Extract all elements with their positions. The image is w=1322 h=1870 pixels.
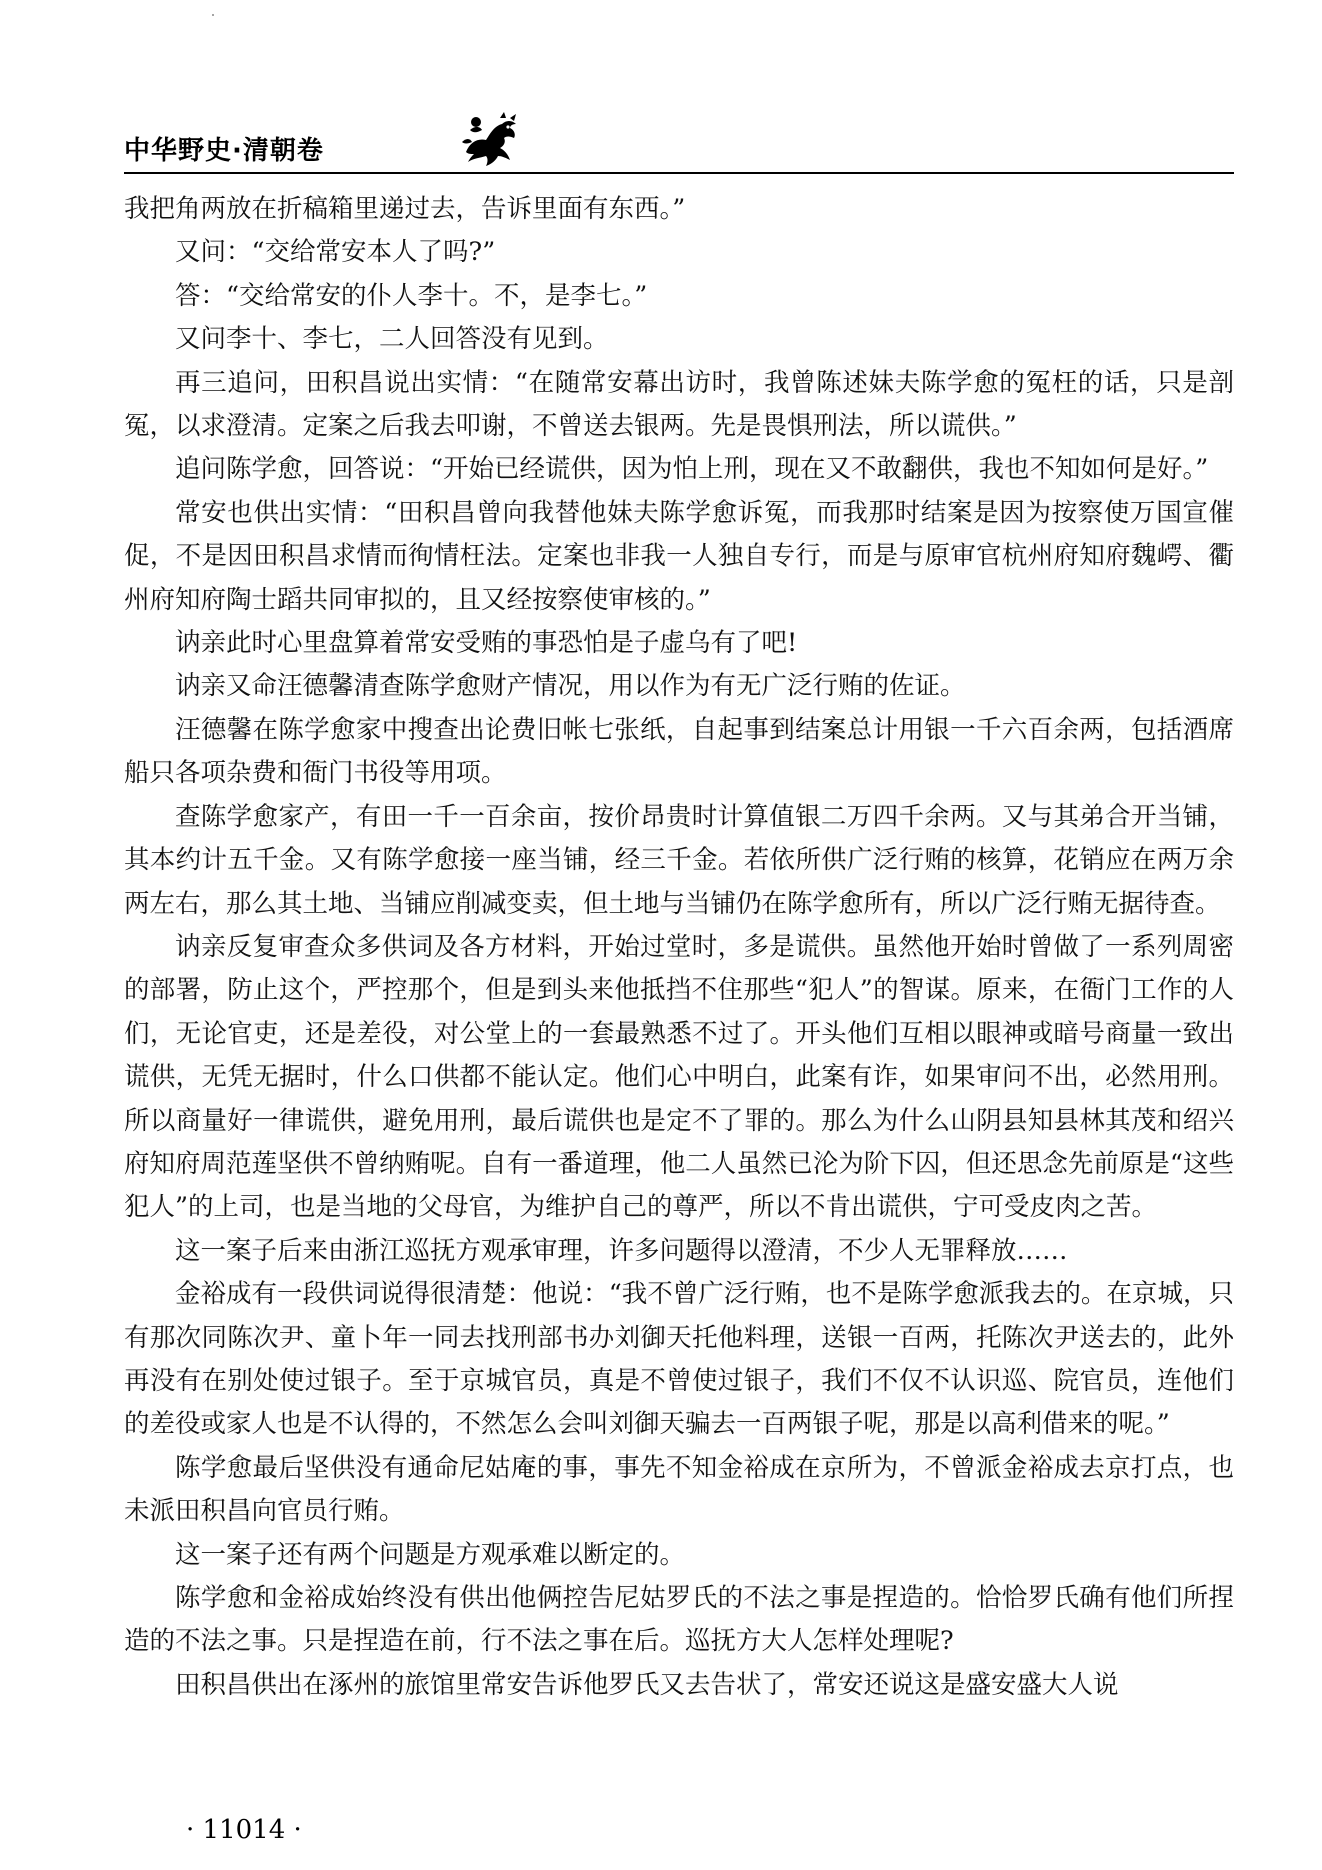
paragraph: 这一案子还有两个问题是方观承难以断定的。 [175,1539,686,1570]
scan-speck [212,14,214,16]
paragraph: 又问：“交给常安本人了吗?” [175,237,496,268]
paragraph: 追问陈学愈，回答说：“开始已经谎供，因为怕上刑，现在又不敢翻供，我也不知如何是好。” [175,454,1209,485]
paragraph: 讷亲又命汪德馨清查陈学愈财产情况，用以作为有无广泛行贿的佐证。 [175,671,966,702]
paragraph: 这一案子后来由浙江巡抚方观承审理，许多问题得以澄清，不少人无罪释放…… [175,1235,1068,1266]
paragraph: 答：“交给常安的仆人李十。不，是李七。” [175,280,648,311]
paragraph: 陈学愈最后坚供没有通命尼姑庵的事，事先不知金裕成在京所为，不曾派金裕成去京打点，也未派田积昌向官员行贿。 [124,1452,1234,1527]
dragon-icon [460,112,522,168]
running-header [124,124,1234,180]
paragraph: 常安也供出实情：“田积昌曾向我替他妹夫陈学愈诉冤，而我那时结案是因为按察使万国宣催促，不是因田积昌求情而徇情枉法。定案也非我一人独自专行，而是与原审官杭州府知府魏崿、衢州府知府陶士蹈共同审拟的，且又经按察使审核的。” [124,497,1234,615]
paragraph: 讷亲此时心里盘算着常安受贿的事恐怕是子虚乌有了吧! [175,628,798,659]
paragraph: 查陈学愈家产，有田一千一百余亩，按价昂贵时计算值银二万四千余两。又与其弟合开当铺，其本约计五千金。又有陈学愈接一座当铺，经三千金。若依所供广泛行贿的核算，花销应在两万余两左右，那么其土地、当铺应削减变卖，但土地与当铺仍在陈学愈所有，所以广泛行贿无据待查。 [124,801,1234,919]
header-rule [124,172,1234,174]
paragraph: 再三追问，田积昌说出实情：“在随常安幕出访时，我曾陈述妹夫陈学愈的冤枉的话，只是剖冤，以求澄清。定案之后我去叩谢，不曾送去银两。先是畏惧刑法，所以谎供。” [124,367,1234,442]
paragraph: 我把角两放在折稿箱里递过去，告诉里面有东西。” [124,194,686,224]
book-title: 中华野史·清朝卷 [124,136,324,166]
paragraph: 陈学愈和金裕成始终没有供出他俩控告尼姑罗氏的不法之事是捏造的。恰恰罗氏确有他们所捏造的不法之事。只是捏造在前，行不法之事在后。巡抚方大人怎样处理呢? [124,1583,1234,1657]
page-body [124,188,1234,1707]
paragraph: 又问李十、李七，二人回答没有见到。 [175,324,609,355]
paragraph: 讷亲反复审查众多供词及各方材料，开始过堂时，多是谎供。虽然他开始时曾做了一系列周密的部署，防止这个，严控那个，但是到头来他抵挡不住那些“犯人”的智谋。原来，在衙门工作的人们，无论官吏，还是差役，对公堂上的一套最熟悉不过了。开头他们互相以眼神或暗号商量一致出谎供，无凭无据时，什么口供都不能认定。他们心中明白，此案有诈，如果审问不出，必然用刑。所以商量好一律谎供，避免用刑，最后谎供也是定不了罪的。那么为什么山阴县知县林其茂和绍兴府知府周范莲坚供不曾纳贿呢。自有一番道理，他二人虽然已沦为阶下囚，但还思念先前原是“这些犯人”的上司，也是当地的父母官，为维护自己的尊严，所以不肯出谎供，宁可受皮肉之苦。 [124,931,1234,1223]
paragraph: 汪德馨在陈学愈家中搜查出论费旧帐七张纸，自起事到结案总计用银一千六百余两，包括酒席船只各项杂费和衙门书役等用项。 [124,714,1234,789]
paragraph: 田积昌供出在涿州的旅馆里常安告诉他罗氏又去告状了，常安还说这是盛安盛大人说 [175,1669,1119,1700]
paragraph: 金裕成有一段供词说得很清楚：他说：“我不曾广泛行贿，也不是陈学愈派我去的。在京城，只有那次同陈次尹、童卜年一同去找刑部书办刘御天托他料理，送银一百两，托陈次尹送去的，此外再没有在别处使过银子。至于京城官员，真是不曾使过银子，我们不仅不认识巡、院官员，连他们的差役或家人也是不认得的，不然怎么会叫刘御天骗去一百两银子呢，那是以高利借来的呢。” [124,1279,1234,1440]
page-number: · 11014 · [186,1815,302,1845]
